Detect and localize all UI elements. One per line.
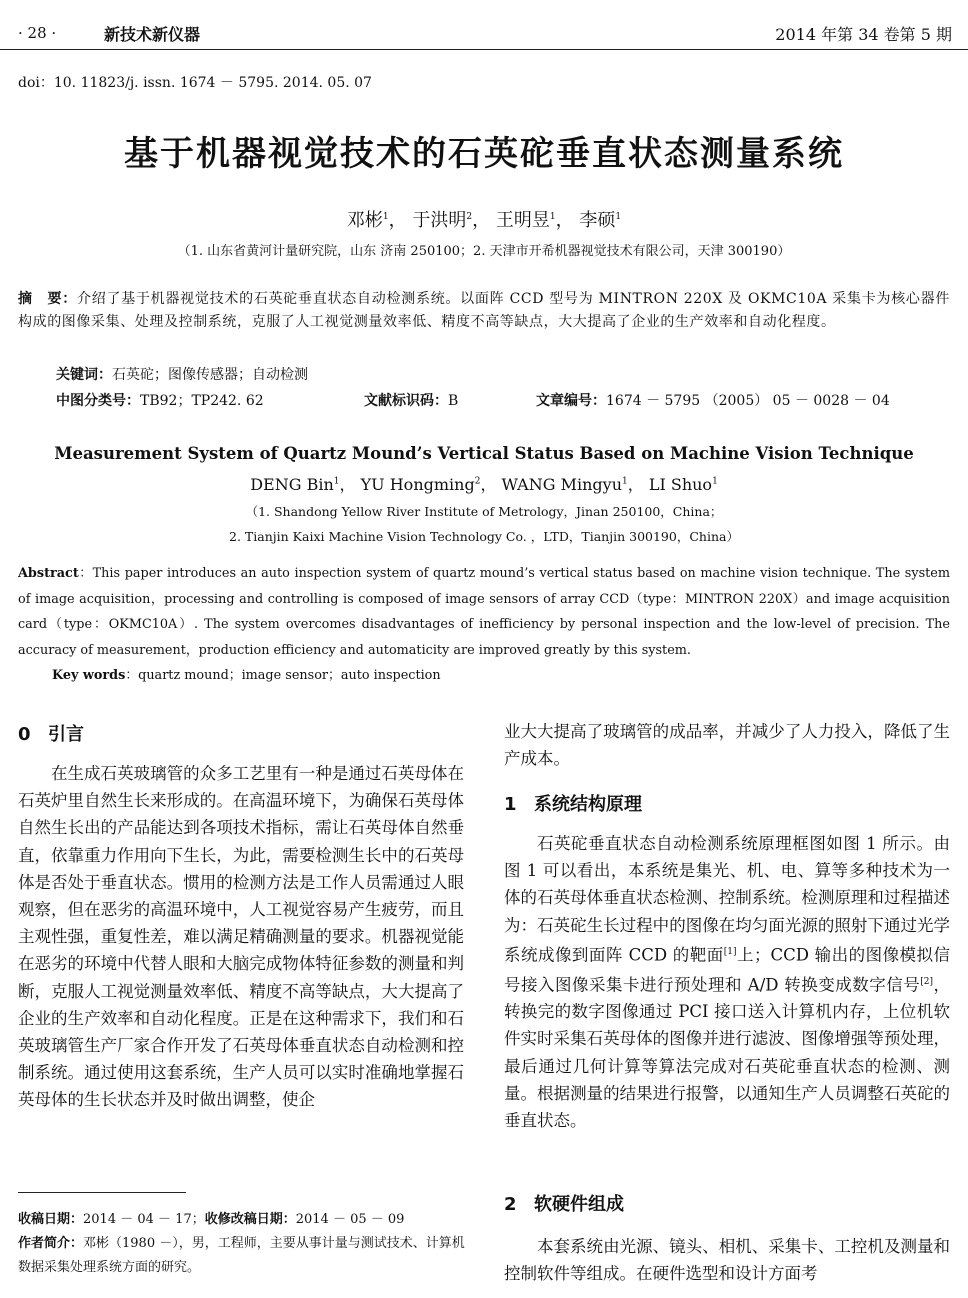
- section-title: 引言: [48, 724, 84, 745]
- keywords-label: 关键词：: [56, 367, 112, 383]
- abstract-text: 介绍了基于机器视觉技术的石英砣垂直状态自动检测系统。以面阵 CCD 型号为 MINTRON 220X 及 OKMC10A 采集卡为核心器件构成的图像采集、处理及控制系统，克服了人工视觉测量效率低、精度不高等缺点，大大提高了企业的生产效率和自动化程度。: [18, 291, 951, 330]
- doi: doi：10. 11823/j. issn. 1674 － 5795. 2014. 05. 07: [18, 75, 372, 91]
- footnote-rule: [18, 1192, 186, 1193]
- header-rule: [0, 49, 968, 50]
- affiliations-chinese: （1. 山东省黄河计量研究院，山东 济南 250100；2. 天津市开希机器视觉技术有限公司，天津 300190）: [177, 244, 791, 259]
- author-affiliation-mark: 1: [333, 476, 340, 487]
- author-name: 邓彬: [346, 210, 383, 231]
- section-number: 0: [18, 724, 31, 745]
- authors-chinese: 邓彬$^1$， 于洪明$^2$， 王明昱$^1$， 李硕$^1$: [346, 210, 622, 231]
- affiliation-english-2: 2. Tianjin Kaixi Machine Vision Technology Co. ，LTD，Tianjin 300190，China）: [229, 529, 739, 544]
- authors-english: DENG Bin$^1$， YU Hongming$^2$， WANG Mingyu$^1$， LI Shuo$^1$: [250, 475, 718, 494]
- doc-code-value: B: [448, 393, 459, 409]
- received-date: 2014 － 04 － 17；: [83, 1212, 205, 1227]
- author-affiliation-mark: 2: [474, 476, 481, 487]
- journal-issue: 2014 年第 34 卷第 5 期: [775, 25, 952, 44]
- abstract-chinese: [18, 288, 950, 334]
- keywords-en-text: ：quartz mound；image sensor；auto inspection: [125, 668, 441, 683]
- revised-label: 收修改稿日期：: [204, 1212, 296, 1227]
- revised-date: 2014 － 05 － 09: [295, 1212, 405, 1227]
- keywords-chinese: [56, 364, 308, 384]
- footnote-dates: [18, 1208, 468, 1232]
- page-number: · 28 ·: [18, 24, 57, 42]
- author-affiliation-mark: 1: [712, 476, 718, 487]
- author-affiliation-mark: 1: [549, 212, 556, 222]
- title-chinese: 基于机器视觉技术的石英砣垂直状态测量系统: [124, 134, 844, 174]
- doc-code-cell: [364, 390, 536, 410]
- section-heading-intro: [18, 720, 84, 746]
- principle-text-3: ，转换完的数字图像通过 PCI 接口送入计算机内存，上位机软件实时采集石英母体的图像并进行滤波、图像增强等预处理，最后通过几何计算等算法完成对石英砣垂直状态的检测、测量。根据测量的结果进行报警，以通知生产人员调整石英砣的垂直状态。: [504, 975, 951, 1131]
- principle-paragraph: [504, 830, 950, 1134]
- reference-mark: [2]: [920, 976, 933, 987]
- author-name: YU Hongming: [360, 475, 475, 494]
- author-name: 李硕: [579, 210, 616, 231]
- abstract-en-text: ：This paper introduces an auto inspection system of quartz mound’s vertical status based on machine vision technique. The system of image acquisition，processing and controlling is composed of image sensors of array CCD（type：MINTRON 220X）and image acquisition card（type：OKMC10A）. The system overcomes disadvantages of inefficiency by personal inspection and the low-level of precision. The accuracy of measurement，production efficiency and automaticity are improved greatly by this system.: [18, 566, 950, 658]
- keywords-english: [52, 664, 441, 683]
- intro-paragraph-continued: 业大大提高了玻璃管的成品率，并减少了人力投入，降低了生产成本。: [504, 722, 950, 769]
- author-name: WANG Mingyu: [501, 475, 622, 494]
- section-title: 软硬件组成: [534, 1194, 624, 1215]
- bio-text: 邓彬（1980 －），男，工程师，主要从事计量与测试技术、计算机数据采集处理系统方面的研究。: [18, 1236, 465, 1275]
- received-label: 收稿日期：: [18, 1212, 84, 1227]
- clc-label: 中图分类号：: [56, 393, 140, 409]
- section-heading-hardware-software: [504, 1190, 624, 1216]
- principle-text-1: 石英砣垂直状态自动检测系统原理框图如图 1 所示。由图 1 可以看出，本系统是集光、机、电、算等多种技术为一体的石英母体垂直状态检测、控制系统。检测原理和过程描述为：石英砣生长过程中的图像在均匀面光源的照射下通过光学系统成像到面阵 CCD 的靶面: [504, 834, 950, 965]
- abstract-label: 摘 要：: [18, 291, 77, 307]
- doc-code-label: 文献标识码：: [364, 393, 448, 409]
- intro-paragraph: 在生成石英玻璃管的众多工艺里有一种是通过石英母体在石英炉里自然生长来形成的。在高温环境下，为确保石英母体自然生长出的产品能达到各项技术指标，需让石英母体自然垂直，依靠重力作用向下生长，为此，需要检测生长中的石英母体是否处于垂直状态。惯用的检测方法是工作人员需通过人眼观察，但在恶劣的高温环境中，人工视觉容易产生疲劳，而且主观性强，重复性差，难以满足精确测量的要求。机器视觉能在恶劣的环境中代替人眼和大脑完成物体特征参数的测量和判断，克服人工视觉测量效率低、精度不高等缺点，大大提高了企业的生产效率和自动化程度。正是在这种需求下，我们和石英玻璃管生产厂家合作开发了石英母体垂直状态自动检测和控制系统。通过使用这套系统，生产人员可以实时准确地掌握石英母体的生长状态并及时做出调整，使企: [18, 764, 464, 1110]
- author-name: 于洪明: [412, 210, 467, 231]
- journal-name: 新技术新仪器: [104, 25, 201, 44]
- author-name: DENG Bin: [250, 475, 334, 494]
- author-affiliation-mark: 1: [622, 476, 628, 487]
- section-number: 2: [504, 1194, 517, 1215]
- section-heading-principle: [504, 790, 642, 816]
- title-english: Measurement System of Quartz Mound’s Vertical Status Based on Machine Vision Technique: [54, 444, 914, 463]
- hardware-paragraph: 本套系统由光源、镜头、相机、采集卡、工控机及测量和控制软件等组成。在硬件选型和设计方面考: [504, 1237, 950, 1284]
- author-affiliation-mark: 2: [466, 212, 473, 222]
- section-number: 1: [504, 794, 517, 815]
- author-name: LI Shuo: [648, 475, 713, 494]
- clc-cell: [56, 390, 364, 410]
- article-number-label: 文章编号：: [536, 393, 606, 409]
- affiliation-english-1: （1. Shandong Yellow River Institute of Metrology，Jinan 250100，China；: [245, 504, 723, 519]
- principle-text-2: 上；CCD 输出的图像模拟信号接入图像采集卡进行预处理和 A/D 转换变成数字信号: [504, 945, 951, 995]
- author-affiliation-mark: 1: [382, 212, 389, 222]
- author-name: 王明昱: [495, 210, 550, 231]
- footnote-bio: [18, 1232, 468, 1280]
- section-title: 系统结构原理: [534, 794, 642, 815]
- keywords-en-label: Key words: [52, 668, 126, 683]
- abstract-english: [18, 561, 950, 663]
- article-number-cell: [536, 390, 890, 410]
- abstract-en-label: Abstract: [18, 566, 79, 581]
- bio-label: 作者简介：: [18, 1236, 84, 1251]
- classification-row: [56, 390, 956, 410]
- clc-value: TB92；TP242. 62: [140, 393, 264, 409]
- reference-mark: [1]: [723, 946, 737, 957]
- article-number-value: 1674 － 5795 （2005） 05 － 0028 － 04: [606, 393, 890, 409]
- keywords-text: 石英砣；图像传感器；自动检测: [112, 367, 308, 383]
- author-affiliation-mark: 1: [615, 212, 622, 222]
